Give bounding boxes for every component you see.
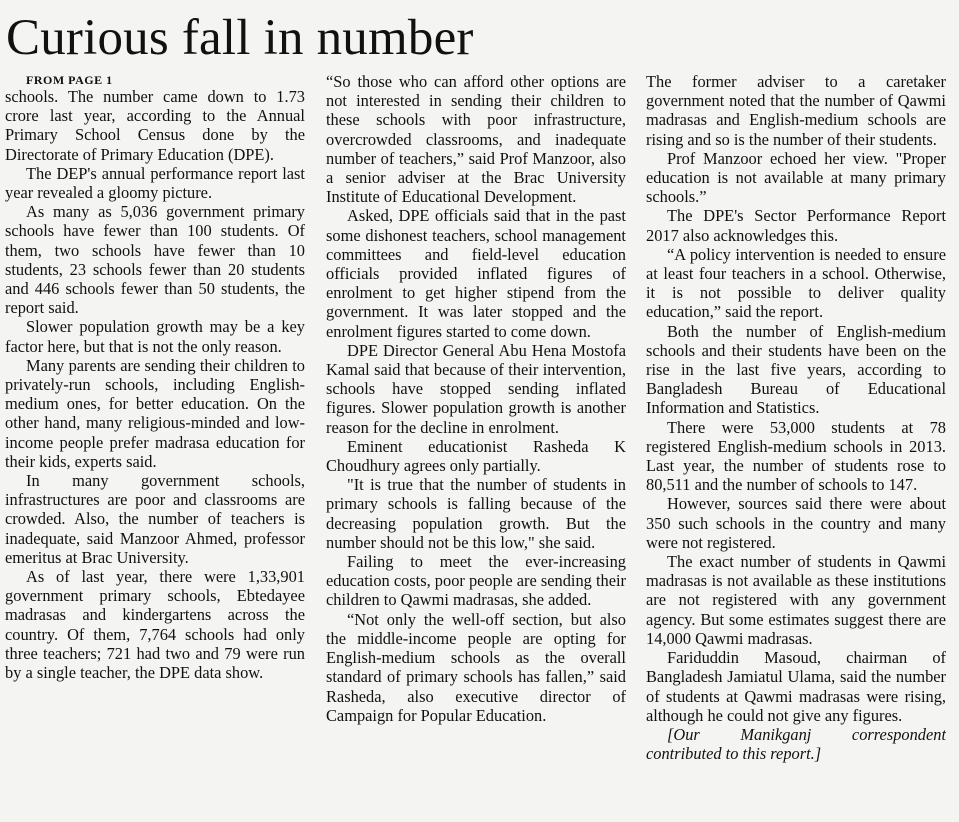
- paragraph: DPE Director General Abu Hena Mostofa Kamal said that because of their intervention, schools have stopped sending inflated figures. Slower population growth is another reason for the decline in enrolment.: [326, 340, 626, 437]
- paragraph: The DEP's annual performance report last year revealed a gloomy picture.: [5, 163, 305, 203]
- paragraph: schools. The number came down to 1.73 crore last year, according to the Annual Primary School Census done by the Directorate of Primary Education (DPE).: [5, 87, 305, 164]
- paragraph: Failing to meet the ever-increasing education costs, poor people are sending their children to Qawmi madrasas, she added.: [326, 552, 626, 610]
- paragraph: The former adviser to a caretaker government noted that the number of Qawmi madrasas and English-medium schools are rising and so is the number of their students.: [646, 72, 946, 149]
- paragraph: There were 53,000 students at 78 registered English-medium schools in 2013. Last year, the number of students rose to 80,511 and the number of schools to 147.: [646, 417, 946, 495]
- paragraph: As of last year, there were 1,33,901 government primary schools, Ebtedayee madrasas and kindergartens across the country. Of them, 7,764 schools had only three teachers; 721 had two and 79 were run by a single teacher, the DPE data show.: [5, 567, 305, 683]
- paragraph: As many as 5,036 government primary schools have fewer than 100 students. Of them, two schools have fewer than 10 students, 23 schools fewer than 20 students and 446 schools fewer than 50 students, the report said.: [5, 202, 305, 318]
- paragraph: Eminent educationist Rasheda K Choudhury agrees only partially.: [326, 436, 626, 476]
- paragraph: “Not only the well-off section, but also the middle-income people are opting for English-medium schools as the overall standard of primary schools has fallen,” said Rasheda, also executive director of Campaign for Popular Education.: [326, 609, 626, 725]
- paragraph: Many parents are sending their children to privately-run schools, including English-medium ones, for better education. On the other hand, many religious-minded and low-income people prefer madrasa education for their kids, experts said.: [5, 355, 305, 471]
- paragraph: The exact number of students in Qawmi madrasas is not available as these institutions are not registered with any government agency. But some estimates suggest there are 14,000 Qawmi madrasas.: [646, 552, 946, 648]
- credit-line: [Our Manikganj correspondent contributed to this report.]: [646, 724, 946, 764]
- paragraph: Asked, DPE officials said that in the past some dishonest teachers, school management committees and field-level education officials provided inflated figures of enrolment to get higher stipend from the government. It was later stopped and the enrolment figures started to come down.: [326, 206, 626, 341]
- paragraph: Prof Manzoor echoed her view. "Proper education is not available at many primary schools.”: [646, 148, 946, 207]
- article-headline: Curious fall in number: [6, 10, 474, 66]
- paragraph: The DPE's Sector Performance Report 2017 also acknowledges this.: [646, 206, 946, 245]
- paragraph: "It is true that the number of students in primary schools is falling because of the decreasing population growth. But the number should not be this low," she said.: [326, 475, 626, 552]
- paragraph: Slower population growth may be a key factor here, but that is not the only reason.: [5, 317, 305, 356]
- kicker: FROM PAGE 1: [26, 73, 113, 87]
- paragraph: However, sources said there were about 350 such schools in the country and many were not registered.: [646, 494, 946, 552]
- paragraph: In many government schools, infrastructures are poor and classrooms are crowded. Also, the number of teachers is inadequate, said Manzoor Ahmed, professor emeritus at Brac University.: [5, 471, 305, 567]
- paragraph: Both the number of English-medium schools and their students have been on the rise in the last five years, according to Bangladesh Bureau of Educational Information and Statistics.: [646, 321, 946, 418]
- paragraph: “So those who can afford other options are not interested in sending their children to these schools with poor infrastructure, overcrowded classrooms, and inadequate number of teachers,” said Prof Manzoor, also a senior adviser at the Brac University Institute of Educational Development.: [326, 72, 626, 207]
- paragraph: Fariduddin Masoud, chairman of Bangladesh Jamiatul Ulama, said the number of students at Qawmi madrasas were rising, although he could not give any figures.: [646, 648, 946, 725]
- article-column-1: [5, 73, 305, 822]
- article-column-2: [326, 72, 626, 821]
- paragraph: “A policy intervention is needed to ensure at least four teachers in a school. Otherwise, it is not possible to deliver quality education,” said the report.: [646, 244, 946, 322]
- article-column-3: [646, 72, 946, 821]
